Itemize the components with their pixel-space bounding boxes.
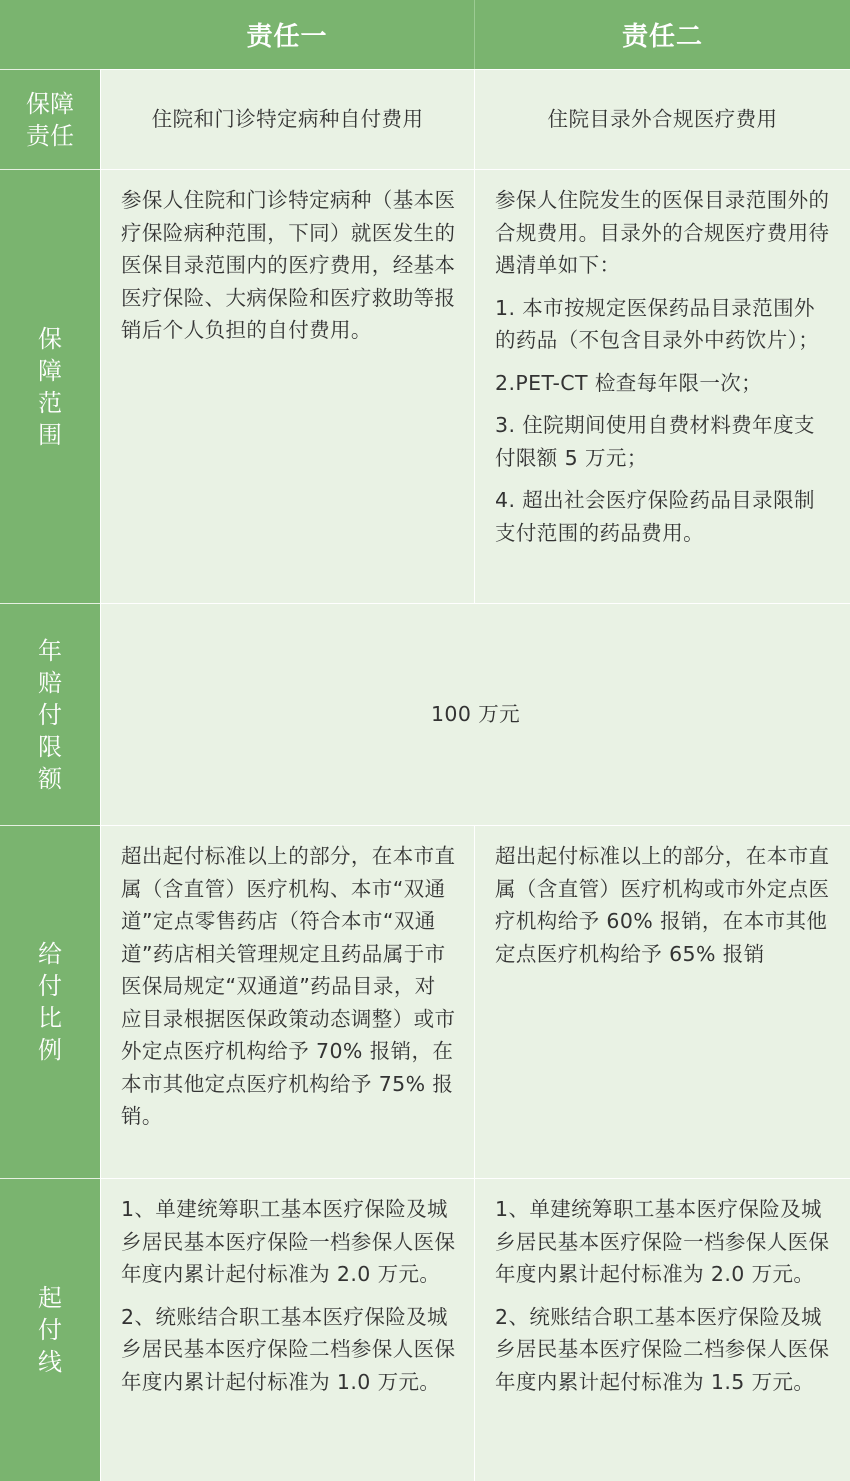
ratio-cell-2: [474, 825, 850, 1178]
deductible-item: 2、统账结合职工基本医疗保险及城乡居民基本医疗保险二档参保人医保年度内累计起付标准为 1.5 万元。: [495, 1304, 830, 1394]
ratio-cell-1: [100, 825, 474, 1178]
limit-value: 100 万元: [100, 603, 850, 825]
scope-list-item: 3. 住院期间使用自费材料费年度支付限额 5 万元；: [495, 413, 815, 470]
ratio-text-1: 超出起付标准以上的部分，在本市直属（含直管）医疗机构、本市“双通道”定点零售药店（符合本市“双通道”药店相关管理规定且药品属于市医保局规定“双通道”药品目录，对应目录根据医保政策动态调整）或市外定点医疗机构给予 70% 报销，在本市其他定点医疗机构给予 75% 报销。: [121, 844, 456, 1128]
row-label-ratio: [0, 825, 100, 1178]
scope-cell-1: [100, 169, 474, 603]
row-label-scope-text: 保障范围: [38, 324, 62, 449]
scope-list-item: 2.PET-CT 检查每年限一次；: [495, 370, 763, 395]
row-label-deductible: [0, 1178, 100, 1481]
deductible-cell-2: [474, 1178, 850, 1481]
deductible-item: 1、单建统筹职工基本医疗保险及城乡居民基本医疗保险一档参保人医保年度内累计起付标准为 2.0 万元。: [121, 1197, 456, 1286]
column-header-duty-2: 责任二: [474, 0, 850, 69]
scope-list-item: 1. 本市按规定医保药品目录范围外的药品（不包含目录外中药饮片）；: [495, 295, 820, 352]
scope-cell-2: [474, 169, 850, 603]
ratio-text-2: 超出起付标准以上的部分，在本市直属（含直管）医疗机构或市外定点医疗机构给予 60% 报销，在本市其他定点医疗机构给予 65% 报销: [495, 844, 830, 966]
scope-intro-2: 参保人住院发生的医保目录范围外的合规费用。目录外的合规医疗费用待遇清单如下：: [495, 188, 830, 277]
row-label-deductible-text: 起付线: [38, 1284, 62, 1376]
row-label-duty-text: 保障责任: [26, 89, 74, 150]
deductible-item: 2、统账结合职工基本医疗保险及城乡居民基本医疗保险二档参保人医保年度内累计起付标准为 1.0 万元。: [121, 1304, 456, 1394]
row-label-limit: [0, 603, 100, 825]
row-label-limit-text: 年赔付限额: [38, 636, 62, 793]
scope-text-1: 参保人住院和门诊特定病种（基本医疗保险病种范围，下同）就医发生的医保目录范围内的医疗费用，经基本医疗保险、大病保险和医疗救助等报销后个人负担的自付费用。: [121, 188, 456, 342]
table-corner: [0, 0, 100, 69]
scope-list-item: 4. 超出社会医疗保险药品目录限制支付范围的药品费用。: [495, 488, 815, 545]
deductible-cell-1: [100, 1178, 474, 1481]
deductible-item: 1、单建统筹职工基本医疗保险及城乡居民基本医疗保险一档参保人医保年度内累计起付标准为 2.0 万元。: [495, 1197, 830, 1286]
row-label-ratio-text: 给付比例: [38, 940, 62, 1064]
row-label-duty: [0, 69, 100, 169]
row-label-scope: [0, 169, 100, 603]
column-header-duty-1: 责任一: [100, 0, 474, 69]
duty-cell-1: 住院和门诊特定病种自付费用: [100, 69, 474, 169]
duty-cell-2: 住院目录外合规医疗费用: [474, 69, 850, 169]
